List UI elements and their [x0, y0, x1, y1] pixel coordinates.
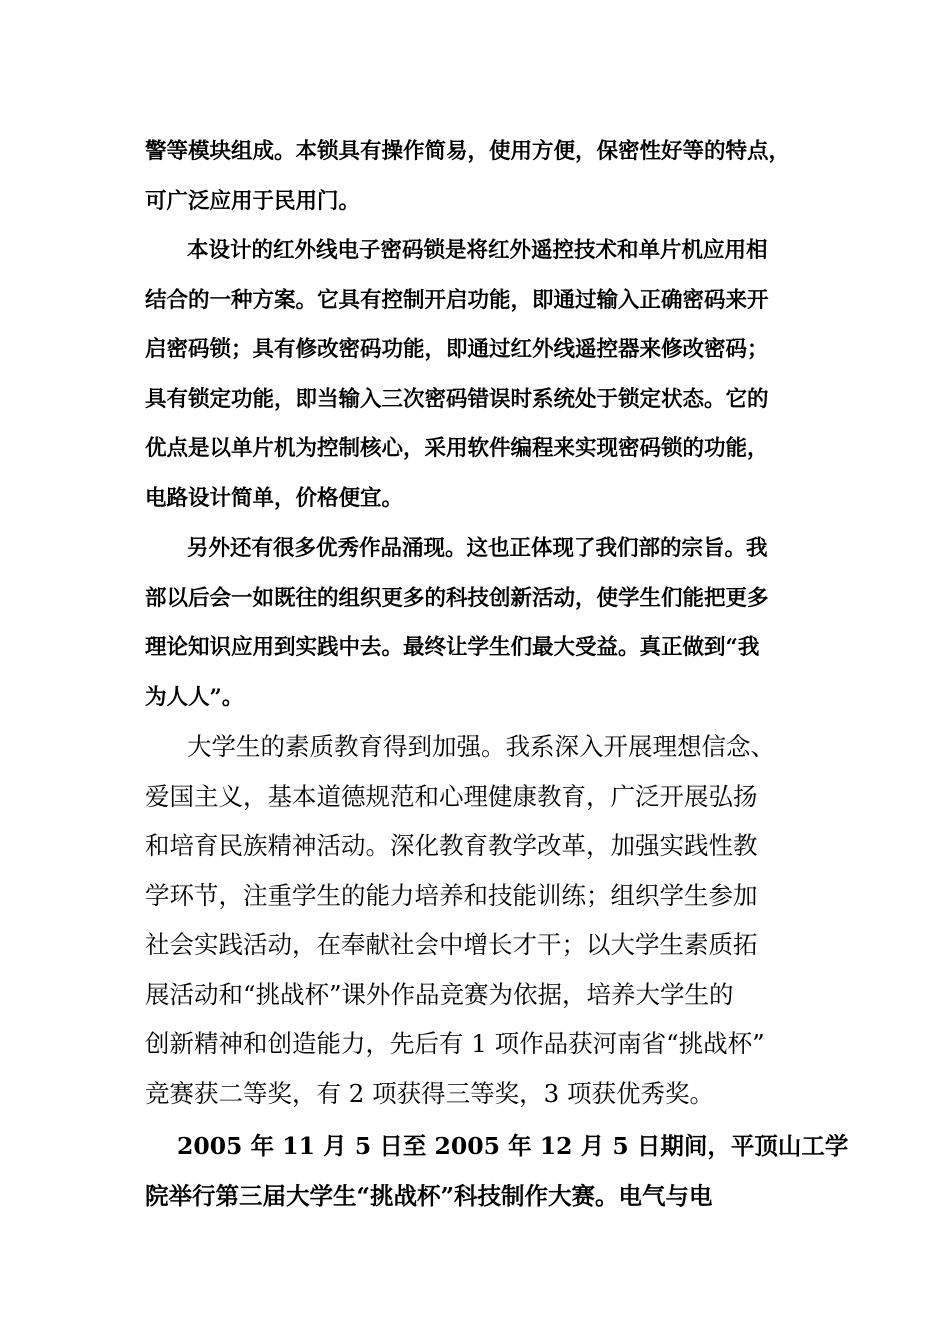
- text-line: 理论知识应用到实践中去。最终让学生们最大受益。真正做到“我: [145, 635, 760, 660]
- text-line: 具有锁定功能，即当输入三次密码错误时系统处于锁定状态。它的: [145, 386, 769, 412]
- paragraph-intro-continuation: [145, 127, 825, 226]
- text-line: 优点是以单片机为控制核心，采用软件编程来实现密码锁的功能，: [145, 436, 769, 461]
- text-line: 学环节，注重学生的能力培养和技能训练；组织学生参加: [145, 880, 758, 910]
- text-line: 部以后会一如既往的组织更多的科技创新活动，使学生们能把更多: [145, 585, 769, 611]
- text-line: 创新精神和创造能力，先后有 1 项作品获河南省“挑战杯”: [145, 1029, 765, 1058]
- text-line: 警等模块组成。本锁具有操作简易，使用方便，保密性好等的特点，: [145, 139, 791, 164]
- text-line: 可广泛应用于民用门。: [145, 188, 361, 214]
- paragraph-quality-education: [145, 722, 825, 1118]
- text-line: 爱国主义，基本道德规范和心理健康教育，广泛开展弘扬: [145, 781, 758, 811]
- text-line: 为人人”。: [145, 684, 244, 710]
- text-line: 结合的一种方案。它具有控制开启功能，即通过输入正确密码来开: [145, 287, 769, 313]
- paragraph-infrared-lock: [145, 226, 825, 523]
- text-line: 电路设计简单，价格便宜。: [145, 485, 404, 511]
- text-line: 展活动和“挑战杯”课外作品竞赛为依据，培养大学生的: [145, 979, 734, 1009]
- text-line: 本设计的红外线电子密码锁是将红外遥控技术和单片机应用相: [187, 238, 768, 263]
- text-line: 另外还有很多优秀作品涌现。这也正体现了我们部的宗旨。我: [187, 536, 768, 561]
- text-line: 和培育民族精神活动。深化教育教学改革，加强实践性教: [145, 831, 758, 860]
- text-line: 大学生的素质教育得到加强。我系深入开展理想信念、: [187, 732, 775, 761]
- text-line: 院举行第三届大学生“挑战杯”科技制作大赛。电气与电: [145, 1182, 713, 1210]
- paragraph-excellent-works: [145, 524, 825, 722]
- paragraph-challenge-cup: [145, 1121, 849, 1221]
- text-line: 启密码锁；具有修改密码功能，即通过红外线遥控器来修改密码；: [145, 337, 769, 362]
- text-line: 2005 年 11 月 5 日至 2005 年 12 月 5 日期间，平顶山工学: [177, 1132, 849, 1160]
- text-line: 社会实践活动，在奉献社会中增长才干；以大学生素质拓: [145, 930, 758, 959]
- text-line: 竞赛获二等奖，有 2 项获得三等奖，3 项获优秀奖。: [145, 1078, 715, 1108]
